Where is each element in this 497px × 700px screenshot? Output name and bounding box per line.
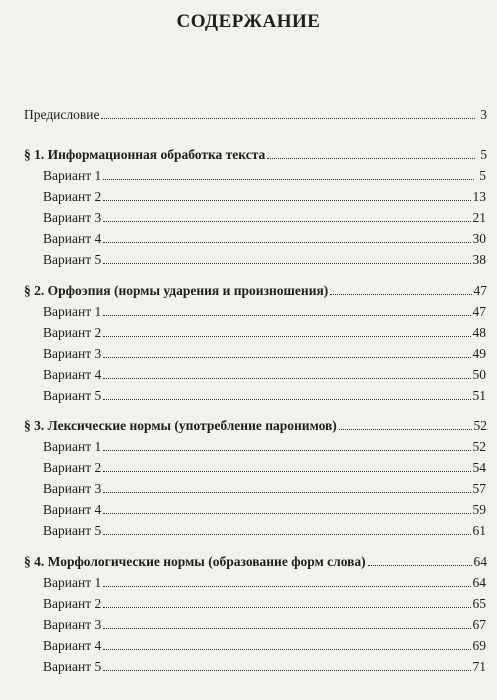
dot-leader [103,491,470,493]
toc-entry-page: 50 [472,367,486,382]
toc-entry-page: 57 [472,481,486,496]
toc-section-2[interactable] [24,283,487,299]
toc-entry-variant[interactable] [43,481,486,497]
toc-entry-page: 13 [472,189,486,204]
toc-entry-variant[interactable] [43,659,486,675]
dot-leader [330,293,471,295]
toc-entry-label: § 1. Информационная обработка текста [24,147,266,162]
toc-entry-label: Вариант 4 [43,638,102,653]
toc-entry-label: Вариант 1 [43,439,102,454]
toc-entry-page: 49 [472,346,486,361]
toc-entry-label: § 2. Орфоэпия (нормы ударения и произношения) [24,283,329,298]
toc-entry-label: Вариант 5 [43,252,102,267]
toc-entry-page: 5 [480,147,487,162]
toc-entry-page: 47 [473,283,487,298]
toc-entry-label: Вариант 2 [43,460,102,475]
toc-entry-page: 52 [472,439,486,454]
dot-leader [103,470,470,472]
toc-entry-label: Вариант 4 [43,231,102,246]
toc-entry-label: Вариант 4 [43,502,102,517]
toc-entry-label: Вариант 3 [43,481,102,496]
toc-entry-label: Вариант 2 [43,325,102,340]
toc-entry-page: 21 [472,210,486,225]
toc-entry-variant[interactable] [43,168,486,184]
toc-entry-preface[interactable] [24,107,487,123]
toc-entry-label: Вариант 1 [43,168,102,183]
toc-entry-label: Вариант 3 [43,346,102,361]
dot-leader [339,428,472,430]
toc-entry-label: Вариант 1 [43,304,102,319]
toc-entry-page: 51 [472,388,486,403]
toc-entry-variant[interactable] [43,210,486,226]
toc-entry-variant[interactable] [43,460,486,476]
dot-leader [103,585,470,587]
toc-entry-variant[interactable] [43,596,486,612]
toc-entry-variant[interactable] [43,388,486,404]
toc-entry-variant[interactable] [43,439,486,455]
toc-entry-variant[interactable] [43,189,486,205]
toc-entry-variant[interactable] [43,367,486,383]
toc-entry-label: § 4. Морфологические нормы (образование форм слова) [24,554,366,569]
toc-entry-page: 38 [472,252,486,267]
toc-entry-page: 64 [473,554,487,569]
toc-entry-variant[interactable] [43,502,486,518]
dot-leader [103,627,470,629]
toc-section-3[interactable] [24,418,487,434]
toc-entry-page: 3 [480,107,487,122]
dot-leader [101,117,475,119]
toc-section-4[interactable] [24,554,487,570]
dot-leader [103,606,470,608]
dot-leader [267,157,475,159]
toc-entry-label: § 3. Лексические нормы (употребление паронимов) [24,418,337,433]
dot-leader [103,398,470,400]
toc-entry-variant[interactable] [43,325,486,341]
toc-entry-variant[interactable] [43,523,486,539]
toc-entry-page: 48 [472,325,486,340]
toc-entry-page: 69 [472,638,486,653]
dot-leader [103,199,470,201]
toc-entry-page: 64 [472,575,486,590]
toc-entry-variant[interactable] [43,231,486,247]
toc-entry-label: Вариант 2 [43,189,102,204]
toc-entry-variant[interactable] [43,638,486,654]
page-title: СОДЕРЖАНИЕ [176,11,321,32]
toc-entry-page: 54 [472,460,486,475]
dot-leader [103,314,470,316]
toc-entry-page: 67 [472,617,486,632]
toc-entry-label: Вариант 5 [43,523,102,538]
toc-entry-variant[interactable] [43,252,486,268]
toc-section-1[interactable] [24,147,487,163]
toc-entry-label: Вариант 2 [43,596,102,611]
toc-entry-label: Вариант 5 [43,388,102,403]
toc-entry-variant[interactable] [43,346,486,362]
dot-leader [103,178,474,180]
dot-leader [103,262,470,264]
toc-entry-page: 71 [472,659,486,674]
toc-entry-page: 61 [472,523,486,538]
toc-entry-variant[interactable] [43,617,486,633]
dot-leader [368,564,472,566]
toc-entry-label: Вариант 5 [43,659,102,674]
dot-leader [103,241,470,243]
toc-entry-variant[interactable] [43,304,486,320]
dot-leader [103,356,470,358]
toc-entry-page: 5 [479,168,486,183]
toc-entry-page: 47 [472,304,486,319]
dot-leader [103,220,470,222]
dot-leader [103,377,470,379]
toc-entry-variant[interactable] [43,575,486,591]
toc-entry-page: 65 [472,596,486,611]
toc-entry-label: Вариант 4 [43,367,102,382]
dot-leader [103,512,470,514]
toc-entry-label: Вариант 3 [43,617,102,632]
toc-entry-page: 59 [472,502,486,517]
toc-entry-label: Предисловие [24,107,100,122]
toc-entry-page: 52 [473,418,487,433]
dot-leader [103,669,470,671]
dot-leader [103,335,470,337]
toc-entry-label: Вариант 1 [43,575,102,590]
toc-entry-page: 30 [472,231,486,246]
dot-leader [103,533,470,535]
dot-leader [103,648,470,650]
toc-entry-label: Вариант 3 [43,210,102,225]
dot-leader [103,449,470,451]
